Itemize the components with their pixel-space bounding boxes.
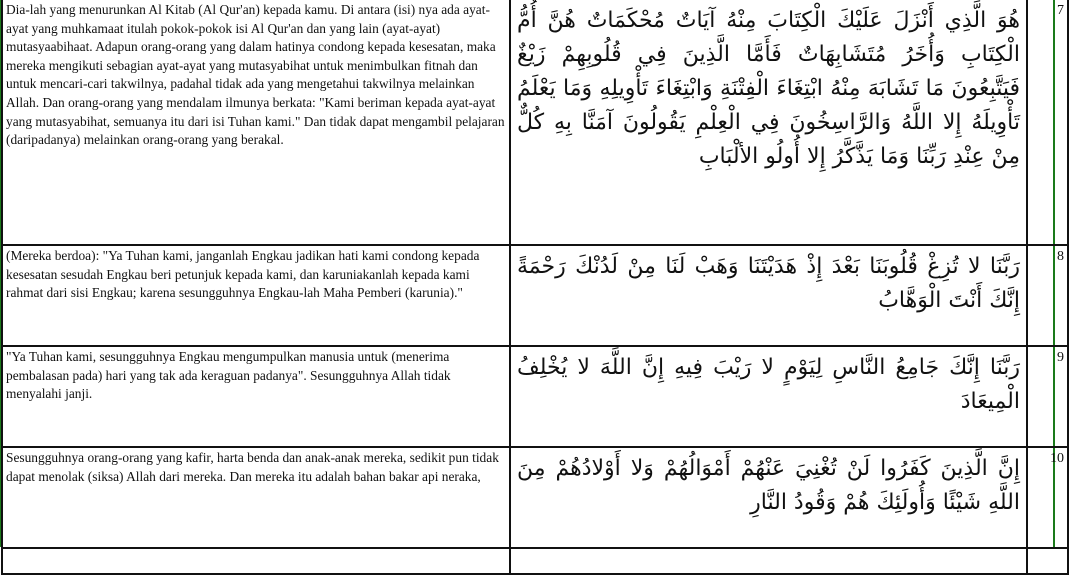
translation-cell-empty (2, 548, 510, 574)
verse-number: 9 (1027, 346, 1068, 447)
arabic-cell: إِنَّ الَّذِينَ كَفَرُوا لَنْ تُغْنِيَ عَنْهُمْ أَمْوَالُهُمْ وَلا أَوْلادُهُمْ مِنَ اللَّهِ شَيْئًا وَأُولَئِكَ هُمْ وَقُودُ النَّارِ (510, 447, 1027, 548)
arabic-cell-empty (510, 548, 1027, 574)
arabic-cell: رَبَّنَا لا تُزِغْ قُلُوبَنَا بَعْدَ إِذْ هَدَيْتَنَا وَهَبْ لَنَا مِنْ لَدُنْكَ رَحْمَةً إِنَّكَ أَنْتَ الْوَهَّابُ (510, 245, 1027, 346)
verse-number: 7 (1027, 0, 1068, 245)
verse-row (2, 447, 1068, 548)
translation-cell: "Ya Tuhan kami, sesungguhnya Engkau mengumpulkan manusia untuk (menerima pembalasan pada) hari yang tak ada keraguan padanya". Sesungguhnya Allah tidak menyalahi janji. (2, 346, 510, 447)
verse-number: 8 (1027, 245, 1068, 346)
arabic-cell: هُوَ الَّذِي أَنْزَلَ عَلَيْكَ الْكِتَابَ مِنْهُ آيَاتٌ مُحْكَمَاتٌ هُنَّ أُمُّ الْكِتَابِ وَأُخَرُ مُتَشَابِهَاتٌ فَأَمَّا الَّذِينَ فِي قُلُوبِهِمْ زَيْغٌ فَيَتَّبِعُونَ مَا تَشَابَهَ مِنْهُ ابْتِغَاءَ الْفِتْنَةِ وَابْتِغَاءَ تَأْوِيلِهِ وَمَا يَعْلَمُ تَأْوِيلَهُ إِلا اللَّهُ وَالرَّاسِخُونَ فِي الْعِلْمِ يَقُولُونَ آمَنَّا بِهِ كُلٌّ مِنْ عِنْدِ رَبِّنَا وَمَا يَذَّكَّرُ إِلا أُولُو الألْبَابِ (510, 0, 1027, 245)
verse-row (2, 346, 1068, 447)
verse-table (1, 0, 1069, 575)
verse-number-empty (1027, 548, 1068, 574)
verse-row (2, 245, 1068, 346)
translation-cell: (Mereka berdoa): "Ya Tuhan kami, janganlah Engkau jadikan hati kami condong kepada kesesatan sesudah Engkau beri petunjuk kepada kami, dan karuniakanlah kepada kami rahmat dari sisi Engkau; karena sesungguhnya Engkau-lah Maha Pemberi (karunia)." (2, 245, 510, 346)
verse-number: 10 (1027, 447, 1068, 548)
translation-cell: Dia-lah yang menurunkan Al Kitab (Al Qur'an) kepada kamu. Di antara (isi) nya ada ayat-ayat yang muhkamaat itulah pokok-pokok isi Al Qur'an dan yang lain (ayat-ayat) mutasyaabihaat. Adapun orang-orang yang dalam hatinya condong kepada kesesatan, maka mereka mengikuti sebagian ayat-ayat yang mutasyabihat untuk menimbulkan fitnah dan untuk mencari-cari takwilnya, padahal tidak ada yang mengetahui takwilnya melainkan Allah. Dan orang-orang yang mendalam ilmunya berkata: "Kami beriman kepada ayat-ayat yang mutasyabihat, semuanya itu dari isi Tuhan kami." Dan tidak dapat mengambil pelajaran (daripadanya) melainkan orang-orang yang berakal. (2, 0, 510, 245)
verse-row-partial (2, 548, 1068, 574)
arabic-cell: رَبَّنَا إِنَّكَ جَامِعُ النَّاسِ لِيَوْمٍ لا رَيْبَ فِيهِ إِنَّ اللَّهَ لا يُخْلِفُ الْمِيعَادَ (510, 346, 1027, 447)
verse-row (2, 0, 1068, 245)
translation-cell: Sesungguhnya orang-orang yang kafir, harta benda dan anak-anak mereka, sedikit pun tidak dapat menolak (siksa) Allah dari mereka. Dan mereka itu adalah bahan bakar api neraka, (2, 447, 510, 548)
